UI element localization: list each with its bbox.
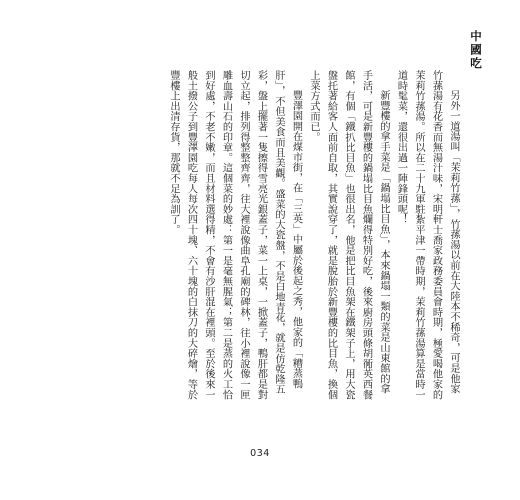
paragraph: 豐澤園開在煤市街，在「三英」中屬於後起之秀，他家的「糟蒸鴨肝」，不但美食而且美觀。盛菜的大瓷盤，不是白地青花，就是仿乾隆五彩，盤上擺著一隻擦得雪亮光銀蓋子，菜一上桌，一掀蓋子，鴨肝都是對切立起，排列得整整齊齊，往大裡說像曲阜孔廟的碑林，往小裡說像一匣雕血壽山石的印章。這個菜的妙處：第一是毫無腥氣；第二是蒸的火工恰到好處，不老不嫩，而且材料選得精，不會有沙肝混在裡頭。至於後來一般土撥公子到豐澤園吃每人每次四十塊、六十塊的白抹刀的大碎燴，等於豐樓上出清存貨，那就不足為訓了。 xyxy=(168,70,302,400)
body-text-column xyxy=(165,70,463,400)
page-number: 034 xyxy=(250,448,270,459)
running-head-title: 中國吃 xyxy=(469,30,483,71)
paragraph: 新豐樓的拿手菜是「鍋塌比目魚」，本來鍋塌一類的菜是山東館的拿手活，可是新豐樓的鍋塌比目魚爛得特別好吃，後來廚房頭條胡衕英西餐館，有個「鐵扒比目魚」也很出名，他是把比目魚架在鐵架子上，用大瓷盤托著給客人面前自取，其實說穿了，就是脫胎於新豐樓的比目魚，換個上菜方式而已。 xyxy=(308,70,389,400)
paragraph: 另外一道湯叫「茉莉竹蓀」，竹蓀湯以前在大陸本不稀奇，可是他家竹蓀湯有花香而無湯汁味，宋明軒士喬家政務委員會時期，極愛喝他家的茉莉竹蓀湯。所以在二十九軍駐紮平津一帶時期，茉莉竹蓀湯算是當時一道時髦菜，還很出過一陣鋒頭呢！ xyxy=(395,70,459,400)
